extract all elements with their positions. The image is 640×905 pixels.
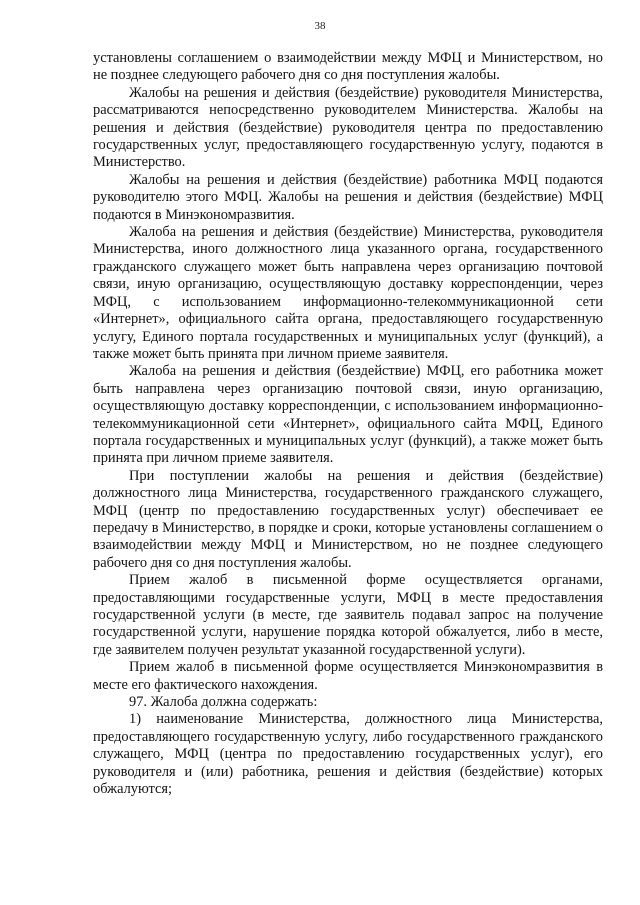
paragraph-written-complaints-ministry: Прием жалоб в письменной форме осуществляется Минэкономразвития в месте его фактического нахождения.: [93, 659, 603, 693]
paragraph-continuation: установлены соглашением о взаимодействии между МФЦ и Министерством, но не позднее следующего рабочего дня со дня поступления жалобы.: [93, 50, 603, 84]
paragraph-complaint-channels-ministry: Жалоба на решения и действия (бездействие) Министерства, руководителя Министерства, иного должностного лица указанного органа, государственного гражданского служащего может быть направлена через организацию почтовой связи, иную организацию, осуществляющую доставку корреспонденции, через МФЦ, с использованием информационно-телекоммуникационной сети «Интернет», официального сайта органа, предоставляющего государственную услугу, Единого портала государственных и муниципальных услуг (функций), а также может быть принята при личном приеме заявителя.: [93, 224, 603, 362]
paragraph-written-complaints: Прием жалоб в письменной форме осуществляется органами, предоставляющими государственные услуги, МФЦ в месте предоставления государственной услуги (в месте, где заявитель подавал запрос на получение государственной услуги, нарушение порядка которой обжалуется, либо в месте, где заявителем получен результат указанной государственной услуги).: [93, 572, 603, 658]
page-number: 38: [314, 20, 326, 32]
paragraph-complaint-channels-mfc: Жалоба на решения и действия (бездействие) МФЦ, его работника может быть направлена через организацию почтовой связи, иную организацию, осуществляющую доставку корреспонденции, с использованием информационно-телекоммуникационной сети «Интернет», официального сайта МФЦ, Единого портала государственных и муниципальных услуг (функций), а также может быть принята при личном приеме заявителя.: [93, 363, 603, 467]
paragraph-section-97: 97. Жалоба должна содержать:: [129, 694, 318, 711]
paragraph-complaint-transfer: При поступлении жалобы на решения и действия (бездействие) должностного лица Министерства, государственного гражданского служащего, МФЦ (центр по предоставлению государственных услуг) обеспечивает ее передачу в Министерство, в порядке и сроки, которые установлены соглашением о взаимодействии между МФЦ и Министерством, но не позднее следующего рабочего дня со дня поступления жалобы.: [93, 467, 603, 571]
paragraph-item-1: 1) наименование Министерства, должностного лица Министерства, предоставляющего государственную услугу, либо государственного гражданского служащего, МФЦ (центра по предоставлению государственных услуг), его руководителя и (или) работника, решения и действия (бездействие) которых обжалуются;: [93, 711, 603, 798]
document-body: [93, 50, 603, 798]
paragraph-complaints-against-mfc-worker: Жалобы на решения и действия (бездействие) работника МФЦ подаются руководителю этого МФЦ. Жалобы на решения и действия (бездействие) МФЦ подаются в Минэкономразвития.: [93, 171, 603, 223]
paragraph-complaints-against-head: Жалобы на решения и действия (бездействие) руководителя Министерства, рассматриваются непосредственно руководителем Министерства. Жалобы на решения и действия (бездействие) руководителя центра по предоставлению государственных услуг, предоставляющего государственную услугу, подаются в Министерство.: [93, 84, 603, 171]
